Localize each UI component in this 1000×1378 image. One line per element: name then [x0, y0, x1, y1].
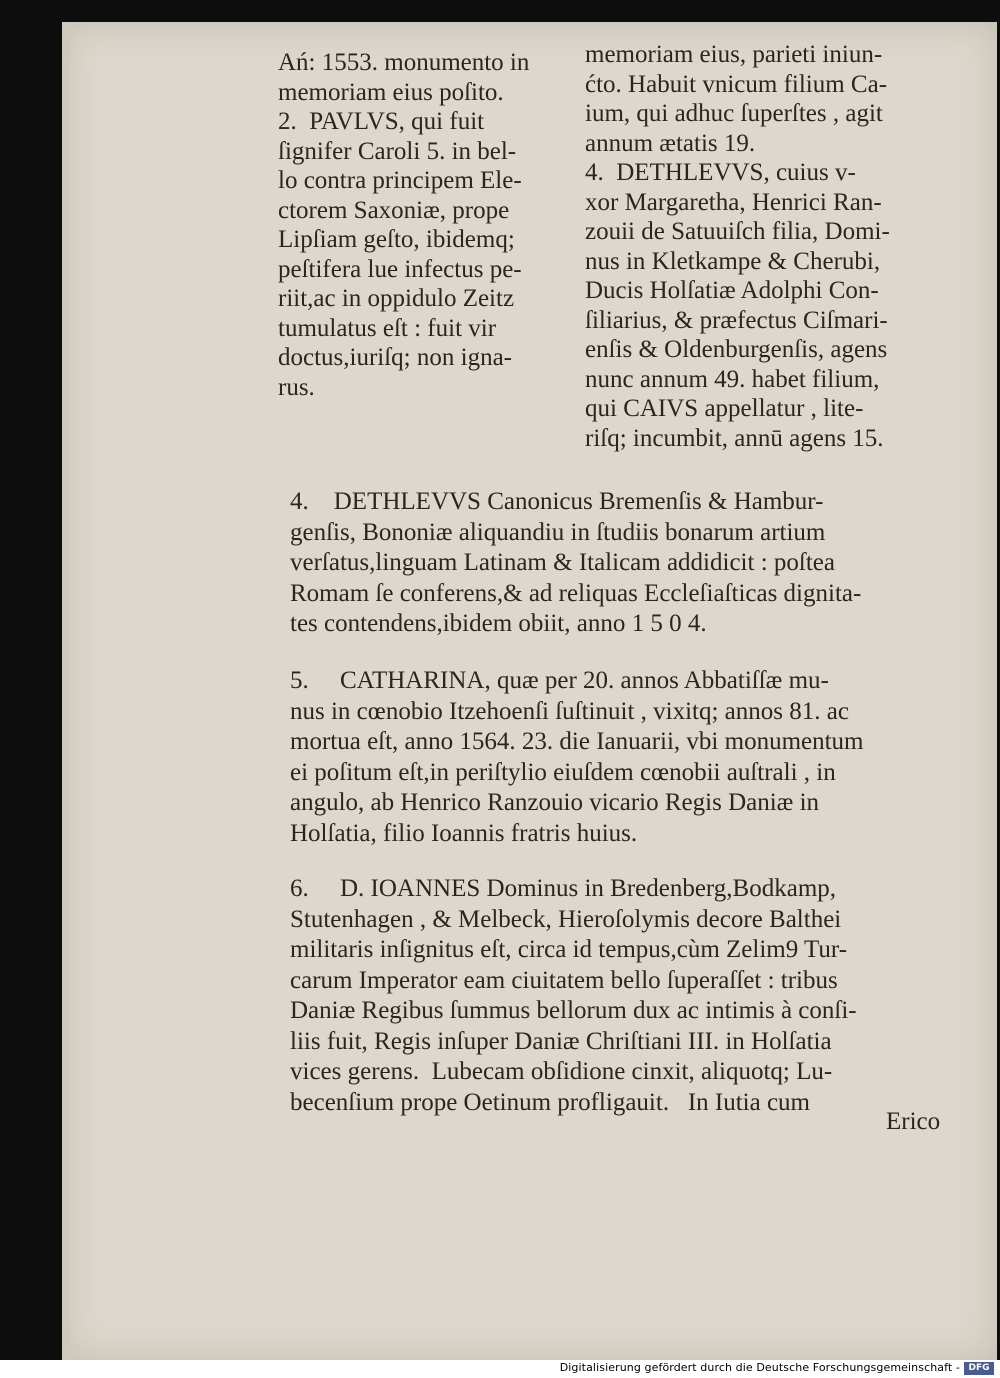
- catchword: Erico: [886, 1108, 941, 1135]
- paragraph-ioannes: 6. D. IOANNES Dominus in Bredenberg,Bodkamp, Stutenhagen , & Melbeck, Hieroſolymis decore Balthei militaris inſignitus eſt, circa id tempus,cùm Zelim9 Tur- carum Imperator eam ciuitatem bello ſuperaſſet : tribus Daniæ Regibus ſummus bellorum dux ac intimis à conſi- liis fuit, Regis inſuper Daniæ Chriſtiani III. in Holſatia vices gerens. Lubecam obſidione cinxit, aliquotq; Lu- becenſium prope Oetinum profligauit. In Iutia cum: [290, 875, 857, 1116]
- right-column-text: memoriam eius, parieti iniun- ćto. Habuit vnicum filium Ca- ium, qui adhuc ſuperſtes , agit annum ætatis 19. 4. DETHLEVVS, cuius v- xor Margaretha, Henrici Ran- zouii de Satuuiſch filia, Domi- nus in Kletkampe & Cherubi, Ducis Holſatiæ Adolphi Con- ſiliarius, & præfectus Ciſmari- enſis & Oldenburgenſis, agens nunc annum 49. habet filium, qui CAIVS appellatur , lite- riſq; incumbit, annū agens 15.: [585, 41, 890, 452]
- dfg-logo: DFG: [964, 1362, 994, 1375]
- footer-credit: Digitalisierung gefördert durch die Deutsche Forschungsgemeinschaft -: [559, 1361, 960, 1374]
- page-gutter-edge: [62, 22, 70, 1360]
- paragraph-catharina: 5. CATHARINA, quæ per 20. annos Abbatiſſæ mu- nus in cœnobio Itzehoenſi ſuſtinuit , vixitq; annos 81. ac mortua eſt, anno 1564. 23. die Ianuarii, vbi monumentum ei poſitum eſt,in periſtylio eiuſdem cœnobii auſtrali , in angulo, ab Henrico Ranzouio vicario Regis Daniæ in Holſatia, filio Ioannis fratris huius.: [290, 667, 864, 847]
- left-column-text: Ań: 1553. monumento in memoriam eius poſito. 2. PAVLVS, qui fuit ſignifer Caroli 5. in bel- lo contra principem Ele- ctorem Saxoniæ, prope Lipſiam geſto, ibidemq; peſtifera lue infectus pe- riit,ac in oppidulo Zeitz tumulatus eſt : fuit vir doctus,iuriſq; non igna- rus.: [278, 49, 530, 401]
- paragraph-dethlevus-canonicus: 4. DETHLEVVS Canonicus Bremenſis & Hambur- genſis, Bononiæ aliquandiu in ſtudiis bonarum artium verſatus,linguam Latinam & Italicam addidicit : poſtea Romam ſe conferens,& ad reliquas Eccleſiaſticas dignita- tes contendens,ibidem obiit, anno 1 5 0 4.: [290, 488, 862, 637]
